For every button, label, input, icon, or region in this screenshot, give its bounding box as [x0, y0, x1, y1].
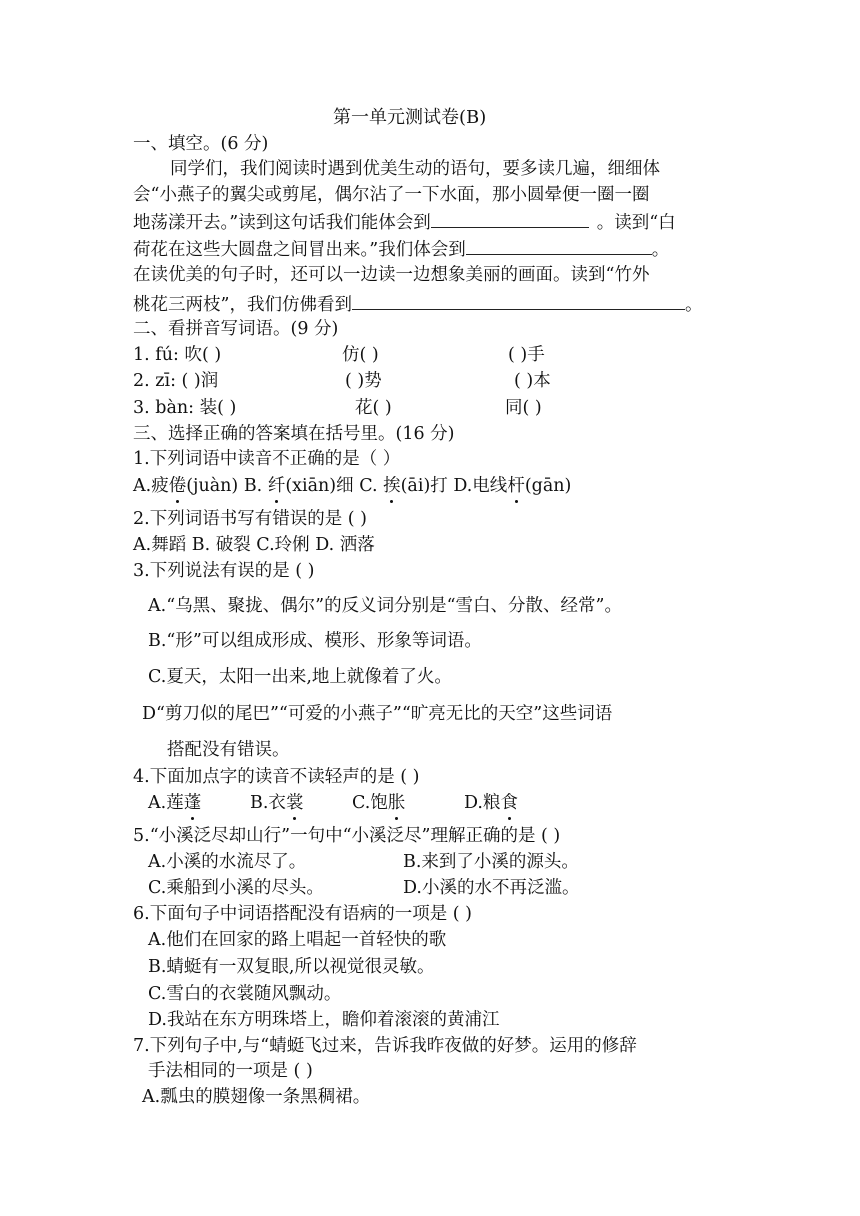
q1-option-c-rest: (āi)打 D.电线	[400, 476, 508, 496]
answer-blank-3[interactable]	[352, 291, 685, 310]
q1-option-b-rest: (xiān)细 C.	[285, 476, 384, 496]
q4-option-b-prefix: B.衣	[250, 793, 286, 813]
answer-blank-1[interactable]	[431, 209, 589, 228]
section-1-line-6-tail: 。	[684, 295, 703, 315]
question-6-option-b: B.蜻蜓有一双复眼,所以视觉很灵敏。	[148, 957, 435, 977]
q4-option-d-dotted-char: 食	[500, 793, 518, 813]
question-6: 6.下面句子中词语搭配没有语病的一项是 ( )	[133, 904, 472, 924]
q1-option-a-rest: (juàn) B.	[186, 476, 268, 496]
question-5-option-a: A.小溪的水流尽了。	[148, 852, 307, 872]
pinyin-row-2-c: ( )本	[514, 371, 551, 391]
q4-option-c-dotted-char: 胀	[387, 793, 406, 813]
section-1-line-3-tail: 。读到“白	[596, 213, 676, 233]
pinyin-row-3-c: 同( )	[505, 398, 542, 418]
question-3-option-c: C.夏天，太阳一出来,地上就像着了火。	[148, 667, 452, 687]
q4-option-c-prefix: C.饱	[352, 793, 388, 813]
section-1-line-6-text: 桃花三两枝”，我们仿佛看到	[133, 295, 352, 315]
pinyin-row-1-c: ( )手	[508, 345, 545, 365]
q4-option-d-prefix: D.粮	[464, 793, 501, 813]
section-3-heading: 三、选择正确的答案填在括号里。(16 分)	[133, 424, 455, 444]
section-1-line-3-text: 地荡漾开去。”读到这句话我们能体会到	[133, 213, 431, 233]
section-1-line-5: 在读优美的句子时，还可以一边读一边想象美丽的画面。读到“竹外	[133, 265, 650, 285]
question-6-option-c: C.雪白的衣裳随风飘动。	[148, 984, 342, 1004]
section-1-line-4-text: 荷花在这些大圆盘之间冒出来。”我们体会到	[133, 240, 466, 260]
question-2: 2.下列词语书写有错误的是 ( )	[133, 509, 367, 529]
q1-option-a-prefix: A.疲	[133, 476, 169, 496]
section-1-line-1: 同学们，我们阅读时遇到优美生动的语句，要多读几遍，细细体	[170, 159, 660, 179]
pinyin-row-3-a: 3. bàn: 装( )	[133, 398, 237, 418]
question-1-options	[133, 474, 571, 498]
question-3-option-d-line-1: D“剪刀似的尾巴”“可爱的小燕子”“旷亮无比的天空”这些词语	[142, 704, 613, 724]
answer-blank-2[interactable]	[466, 236, 652, 255]
q1-option-b-dotted-char: 纤	[267, 476, 286, 496]
question-4-option-b	[250, 791, 303, 815]
question-5: 5.“小溪泛尽却山行”一句中“小溪泛尽”理解正确的是 ( )	[133, 826, 561, 846]
question-3-option-b: B.“形”可以组成形成、模形、形象等词语。	[148, 631, 482, 651]
question-4: 4.下面加点字的读音不读轻声的是 ( )	[133, 767, 420, 787]
question-3-option-a: A.“乌黑、聚拢、偶尔”的反义词分别是“雪白、分散、经常”。	[148, 596, 622, 616]
q1-option-d-rest: (gān)	[524, 476, 572, 496]
question-7-option-a: A.瓢虫的膜翅像一条黑稠裙。	[142, 1087, 371, 1107]
section-1-line-4	[133, 236, 669, 262]
q4-option-b-dotted-char: 裳	[285, 793, 304, 813]
question-1: 1.下列词语中读音不正确的是（ ）	[133, 449, 401, 469]
q4-option-a-prefix: A.莲	[148, 793, 184, 813]
section-1-line-3	[133, 209, 676, 235]
question-7-line-2: 手法相同的一项是 ( )	[148, 1061, 313, 1081]
question-7-line-1: 7.下列句子中,与“蜻蜓飞过来，告诉我昨夜做的好梦。运用的修辞	[133, 1036, 637, 1056]
question-3: 3.下列说法有误的是 ( )	[133, 561, 315, 581]
question-6-option-a: A.他们在回家的路上唱起一首轻快的歌	[148, 930, 447, 950]
section-2-heading: 二、看拼音写词语。(9 分)	[133, 319, 339, 339]
question-4-option-a	[148, 791, 201, 815]
question-5-option-c: C.乘船到小溪的尽头。	[148, 878, 324, 898]
question-6-option-d: D.我站在东方明珠塔上，瞻仰着滚滚的黄浦江	[148, 1010, 500, 1030]
section-1-line-2: 会“小燕子的翼尖或剪尾，偶尔沾了一下水面，那小圆晕便一圈一圈	[133, 185, 650, 205]
page-title: 第一单元测试卷(B)	[333, 107, 487, 128]
pinyin-row-2-b: ( )势	[345, 371, 382, 391]
q1-option-a-dotted-char: 倦	[168, 476, 187, 496]
pinyin-row-3-b: 花( )	[355, 398, 392, 418]
pinyin-row-1-a: 1. fú: 吹( )	[133, 345, 222, 365]
q1-option-d-dotted-char: 杆	[507, 476, 525, 496]
question-3-option-d-line-2: 搭配没有错误。	[167, 740, 290, 760]
question-5-option-b: B.来到了小溪的源头。	[403, 852, 579, 872]
question-4-option-c	[352, 791, 405, 815]
question-5-option-d: D.小溪的水不再泛滥。	[403, 878, 580, 898]
section-1-heading: 一、填空。(6 分)	[133, 134, 269, 154]
pinyin-row-2-a: 2. zī: ( )润	[133, 371, 219, 391]
pinyin-row-1-b: 仿( )	[342, 345, 379, 365]
section-1-line-6	[133, 291, 702, 317]
question-4-option-d	[464, 791, 518, 815]
question-2-options: A.舞蹈 B. 破裂 C.玲俐 D. 洒落	[133, 535, 375, 555]
section-1-line-4-tail: 。	[651, 240, 670, 260]
q4-option-a-dotted-char: 蓬	[183, 793, 202, 813]
q1-option-c-dotted-char: 挨	[383, 476, 401, 496]
